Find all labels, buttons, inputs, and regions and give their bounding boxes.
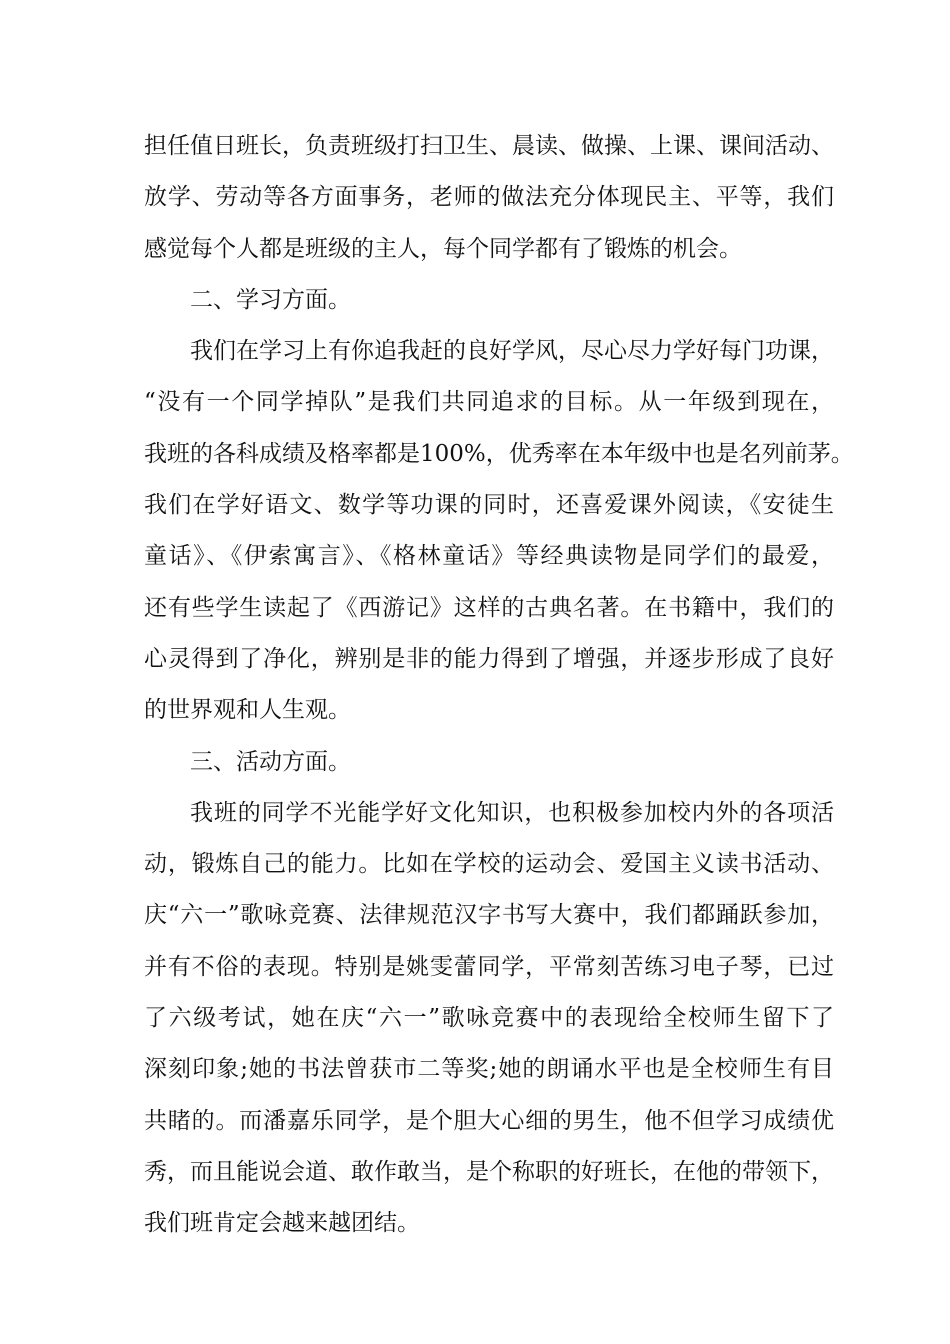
text-line: 还有些学生读起了《西游记》这样的古典名著。在书籍中，我们的 (144, 594, 834, 621)
text-line: 并有不俗的表现。特别是姚雯蕾同学，平常刻苦练习电子琴，已过 (144, 953, 834, 980)
text-line: 童话》、《伊索寓言》、《格林童话》等经典读物是同学们的最爱， (144, 543, 834, 570)
paragraph-class-duty (144, 121, 834, 275)
text-line: 心灵得到了净化，辨别是非的能力得到了增强，并逐步形成了良好 (144, 645, 834, 672)
text-line: 的世界观和人生观。 (144, 697, 351, 724)
section-heading-text: 二、学习方面。 (190, 286, 351, 313)
text-line: 秀，而且能说会道、敢作敢当，是个称职的好班长，在他的带领下， (144, 1158, 834, 1185)
text-line: 共睹的。而潘嘉乐同学，是个胆大心细的男生，他不但学习成绩优 (144, 1107, 834, 1134)
paragraph-activities (144, 788, 834, 1250)
document-body (144, 121, 854, 1250)
paragraph-study (144, 326, 854, 736)
text-line: 我班的各科成绩及格率都是100%，优秀率在本年级中也是名列前茅。 (144, 440, 854, 467)
text-line: 庆“六一”歌咏竞赛、法律规范汉字书写大赛中，我们都踊跃参加， (144, 902, 834, 929)
text-line: 我班的同学不光能学好文化知识，也积极参加校内外的各项活 (190, 799, 834, 826)
text-line: 动，锻炼自己的能力。比如在学校的运动会、爱国主义读书活动、 (144, 851, 834, 878)
section-heading-text: 三、活动方面。 (190, 748, 351, 775)
text-line: 深刻印象;她的书法曾获市二等奖;她的朗诵水平也是全校师生有目 (144, 1056, 834, 1083)
text-line: 感觉每个人都是班级的主人，每个同学都有了锻炼的机会。 (144, 235, 742, 262)
text-line: “没有一个同学掉队”是我们共同追求的目标。从一年级到现在， (144, 389, 834, 416)
section-heading-activities (144, 737, 834, 788)
section-heading-study (144, 275, 834, 326)
text-line: 我们班肯定会越来越团结。 (144, 1210, 420, 1237)
text-line: 我们在学习上有你追我赶的良好学风，尽心尽力学好每门功课， (190, 338, 834, 365)
text-line: 我们在学好语文、数学等功课的同时，还喜爱课外阅读，《安徒生 (144, 492, 834, 519)
text-line: 了六级考试，她在庆“六一”歌咏竞赛中的表现给全校师生留下了 (144, 1005, 834, 1032)
text-line: 担任值日班长，负责班级打扫卫生、晨读、做操、上课、课间活动、 (144, 133, 834, 159)
text-line: 放学、劳动等各方面事务，老师的做法充分体现民主、平等，我们 (144, 184, 834, 211)
